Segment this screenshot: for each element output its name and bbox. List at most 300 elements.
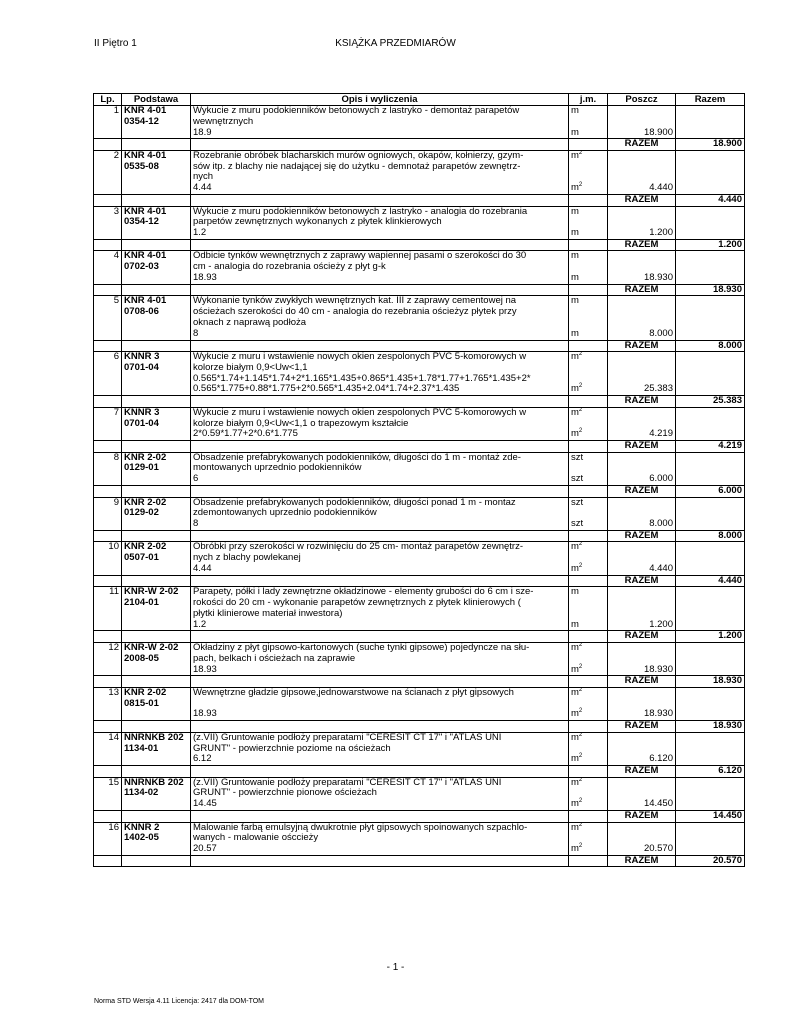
- poszcz-value: 18.930: [643, 708, 673, 720]
- item-lp: 14: [94, 732, 122, 765]
- razem-blank: [191, 139, 569, 151]
- spacer: [571, 162, 605, 173]
- item-razem-empty: [676, 251, 745, 284]
- razem-label: RAZEM: [608, 766, 676, 778]
- license-note: Norma STD Wersja 4.11 Licencja: 2417 dla DOM-TOM: [94, 998, 265, 1005]
- razem-blank: [191, 486, 569, 498]
- razem-blank: [94, 530, 122, 542]
- calculation-line: 6.12: [193, 753, 212, 765]
- podstawa-line: 0815-01: [124, 697, 159, 709]
- description-line: Obróbki przy szerokości w rozwinięciu do 25 cm- montaż parapetów zewnętrz-: [193, 541, 523, 553]
- item-podstawa: [122, 642, 191, 675]
- razem-blank: [191, 855, 569, 867]
- superscript: 2: [578, 798, 583, 805]
- calculation-line: 0.565*1.74+1.145*1.74+2*1.165*1.435+0.865*1.435+1.78*1.77+1.765*1.435+2*: [193, 372, 531, 384]
- razem-blank: [191, 631, 569, 643]
- item-lp: 2: [94, 150, 122, 194]
- razem-blank: [122, 340, 191, 352]
- razem-blank: [569, 284, 608, 296]
- calc-unit-line: szt: [571, 518, 584, 530]
- description-line: oknach z naprawą podłoża: [193, 316, 307, 328]
- podstawa-line: 0702-03: [124, 261, 159, 273]
- unit-line: szt: [571, 497, 584, 508]
- spacer: [610, 643, 673, 654]
- document-title: KSIĄŻKA PRZEDMIARÓW: [335, 38, 456, 49]
- razem-label: RAZEM: [608, 239, 676, 251]
- podstawa-line: 0535-08: [124, 160, 159, 172]
- spacer: [610, 207, 673, 218]
- item-razem-empty: [676, 352, 745, 396]
- razem-value: 4.219: [676, 441, 745, 453]
- razem-value: 18.930: [676, 676, 745, 688]
- razem-value: 18.930: [676, 284, 745, 296]
- razem-value: 8.000: [676, 340, 745, 352]
- item-poszcz: [608, 296, 676, 340]
- razem-value: 18.930: [676, 721, 745, 733]
- razem-label: RAZEM: [608, 676, 676, 688]
- razem-blank: [94, 855, 122, 867]
- calculation-line: 1.2: [193, 227, 207, 239]
- table-row: [94, 206, 745, 239]
- spacer: [610, 307, 673, 318]
- item-razem-empty: [676, 587, 745, 631]
- unit-line: $m^2$: [571, 407, 583, 418]
- podstawa-line: KNR 4-01: [124, 295, 167, 307]
- poszcz-value: 14.450: [643, 798, 673, 810]
- description-line: pach, belkach i ościeżach na zaprawie: [193, 652, 356, 664]
- description-line: Malowanie farbą emulsyjną dwukrotnie płyt gipsowych spoinowanych szpachlo-: [193, 822, 528, 833]
- description-line: Wykucie z muru podokienników betonowych z lastryko - demontaż parapetów: [193, 105, 520, 116]
- item-razem-empty: [676, 206, 745, 239]
- calculation-line: 18.93: [193, 708, 217, 720]
- podstawa-line: 0708-06: [124, 306, 159, 318]
- razem-row: [94, 811, 745, 823]
- unit-line: $m^2$: [571, 687, 583, 698]
- item-razem-empty: [676, 777, 745, 810]
- unit-line: $m^2$: [571, 642, 583, 653]
- razem-value: 1.200: [676, 239, 745, 251]
- razem-row: [94, 284, 745, 296]
- spacer: [610, 363, 673, 374]
- description-line: (z.VII) Gruntowanie podłoży preparatami "CERESIT CT 17" i "ATLAS UNI: [193, 732, 502, 743]
- item-description: [191, 587, 569, 631]
- item-poszcz: [608, 407, 676, 440]
- item-poszcz: [608, 542, 676, 575]
- razem-blank: [94, 284, 122, 296]
- col-header-poszcz: Poszcz: [608, 94, 676, 106]
- podstawa-line: KNNR 2: [124, 822, 160, 833]
- calc-unit-line: m: [571, 618, 579, 630]
- item-unit: [569, 106, 608, 139]
- razem-row: [94, 575, 745, 587]
- item-unit: [569, 407, 608, 440]
- razem-row: [94, 340, 745, 352]
- razem-blank: [191, 195, 569, 207]
- spacer: [610, 117, 673, 128]
- item-description: [191, 822, 569, 855]
- item-razem-empty: [676, 452, 745, 485]
- poszcz-value: 1.200: [649, 227, 673, 239]
- item-unit: [569, 206, 608, 239]
- razem-label: RAZEM: [608, 811, 676, 823]
- calculation-line: 1.2: [193, 618, 207, 630]
- podstawa-line: KNR 2-02: [124, 497, 167, 508]
- item-podstawa: [122, 206, 191, 239]
- podstawa-line: 0354-12: [124, 216, 159, 228]
- calculation-line: 8: [193, 518, 199, 530]
- podstawa-line: 0701-04: [124, 361, 159, 373]
- item-lp: 15: [94, 777, 122, 810]
- razem-value: 4.440: [676, 575, 745, 587]
- razem-blank: [122, 855, 191, 867]
- razem-blank: [191, 811, 569, 823]
- superscript: 2: [578, 351, 583, 358]
- item-description: [191, 407, 569, 440]
- calculation-line: 0.565*1.775+0.88*1.775+2*0.565*1.435+2.04*1.74+2.37*1.435: [193, 383, 460, 395]
- razem-label: RAZEM: [608, 396, 676, 408]
- table-row: [94, 352, 745, 396]
- table-row: [94, 407, 745, 440]
- col-header-jm: j.m.: [569, 94, 608, 106]
- calculation-line: 20.57: [193, 843, 217, 855]
- razem-blank: [191, 575, 569, 587]
- item-unit: [569, 150, 608, 194]
- item-poszcz: [608, 777, 676, 810]
- podstawa-line: NNRNKB 202: [124, 777, 184, 788]
- description-line: wewnętrznych: [193, 115, 254, 127]
- razem-blank: [122, 441, 191, 453]
- razem-row: [94, 855, 745, 867]
- description-line: wanych - malowanie ośccieży: [193, 832, 319, 844]
- header-left: II Piętro 1: [94, 38, 137, 49]
- razem-blank: [569, 239, 608, 251]
- table-row: [94, 642, 745, 675]
- spacer: [610, 453, 673, 464]
- item-poszcz: [608, 642, 676, 675]
- poszcz-value: 4.440: [649, 563, 673, 574]
- podstawa-line: 2104-01: [124, 597, 159, 609]
- item-podstawa: [122, 687, 191, 720]
- description-line: Okładziny z płyt gipsowo-kartonowych (suche tynki gipsowe) pojedyncze na słu-: [193, 642, 530, 653]
- calc-unit-line: szt: [571, 473, 584, 485]
- item-lp: 10: [94, 542, 122, 575]
- razem-blank: [94, 340, 122, 352]
- spacer: [610, 587, 673, 598]
- razem-row: [94, 721, 745, 733]
- razem-value: 18.900: [676, 139, 745, 151]
- table-row: [94, 452, 745, 485]
- razem-blank: [94, 441, 122, 453]
- razem-blank: [94, 139, 122, 151]
- razem-row: [94, 676, 745, 688]
- podstawa-line: KNR 2-02: [124, 687, 167, 698]
- superscript: 2: [578, 383, 583, 390]
- superscript: 2: [578, 708, 583, 715]
- description-line: GRUNT" - powierzchnie pionowe ościeżach: [193, 787, 377, 799]
- razem-row: [94, 631, 745, 643]
- podstawa-line: 0507-01: [124, 552, 159, 564]
- podstawa-line: 0701-04: [124, 417, 159, 429]
- item-unit: [569, 687, 608, 720]
- item-unit: [569, 452, 608, 485]
- podstawa-line: KNR 4-01: [124, 105, 167, 116]
- razem-blank: [122, 139, 191, 151]
- description-line: Rozebranie obróbek blacharskich murów ogniowych, okapów, kołnierzy, gzym-: [193, 150, 524, 161]
- calc-unit-line: $m^2$: [571, 708, 583, 720]
- item-podstawa: [122, 822, 191, 855]
- item-poszcz: [608, 106, 676, 139]
- table-row: [94, 542, 745, 575]
- calc-unit-line: $m^2$: [571, 563, 583, 574]
- table-row: [94, 251, 745, 284]
- razem-label: RAZEM: [608, 530, 676, 542]
- podstawa-line: 0129-01: [124, 462, 159, 474]
- item-lp: 3: [94, 206, 122, 239]
- table-row: [94, 732, 745, 765]
- podstawa-line: KNR-W 2-02: [124, 642, 179, 653]
- razem-value: 20.570: [676, 855, 745, 867]
- unit-line: szt: [571, 452, 584, 463]
- item-unit: [569, 822, 608, 855]
- item-poszcz: [608, 497, 676, 530]
- razem-blank: [122, 631, 191, 643]
- razem-label: RAZEM: [608, 721, 676, 733]
- item-lp: 4: [94, 251, 122, 284]
- razem-blank: [94, 631, 122, 643]
- item-podstawa: [122, 150, 191, 194]
- superscript: 2: [578, 541, 583, 548]
- poszcz-value: 4.440: [649, 182, 673, 194]
- item-podstawa: [122, 497, 191, 530]
- razem-blank: [569, 766, 608, 778]
- spacer: [610, 823, 673, 834]
- item-unit: [569, 296, 608, 340]
- item-lp: 5: [94, 296, 122, 340]
- razem-blank: [122, 284, 191, 296]
- item-podstawa: [122, 407, 191, 440]
- description-line: nych: [193, 171, 214, 183]
- superscript: 2: [578, 822, 583, 828]
- table-body: [94, 106, 745, 867]
- unit-line: m: [571, 250, 579, 262]
- przedmiar-table: [93, 93, 745, 867]
- item-lp: 16: [94, 822, 122, 855]
- razem-label: RAZEM: [608, 855, 676, 867]
- item-razem-empty: [676, 150, 745, 194]
- calc-unit-line: m: [571, 126, 579, 138]
- item-lp: 1: [94, 106, 122, 139]
- item-poszcz: [608, 687, 676, 720]
- razem-blank: [191, 340, 569, 352]
- table-row: [94, 150, 745, 194]
- description-line: nych z blachy powlekanej: [193, 552, 301, 564]
- col-header-podstawa: Podstawa: [122, 94, 191, 106]
- item-poszcz: [608, 452, 676, 485]
- item-razem-empty: [676, 542, 745, 575]
- item-poszcz: [608, 732, 676, 765]
- unit-line: $m^2$: [571, 150, 583, 161]
- calc-unit-line: m: [571, 327, 579, 339]
- podstawa-line: KNNR 3: [124, 407, 160, 418]
- razem-blank: [569, 631, 608, 643]
- razem-blank: [94, 811, 122, 823]
- unit-line: $m^2$: [571, 732, 583, 743]
- razem-label: RAZEM: [608, 340, 676, 352]
- description-line: Odbicie tynków wewnętrznych z zaprawy wapiennej pasami o szerokości do 30: [193, 250, 527, 262]
- calculation-line: 6: [193, 473, 199, 485]
- item-podstawa: [122, 452, 191, 485]
- superscript: 2: [578, 428, 583, 435]
- podstawa-line: 0129-02: [124, 507, 159, 519]
- description-line: (z.VII) Gruntowanie podłoży preparatami "CERESIT CT 17" i "ATLAS UNI: [193, 777, 502, 788]
- razem-blank: [94, 396, 122, 408]
- razem-blank: [191, 396, 569, 408]
- calculation-line: 18.93: [193, 663, 217, 675]
- razem-blank: [122, 811, 191, 823]
- calc-unit-line: $m^2$: [571, 798, 583, 810]
- item-razem-empty: [676, 732, 745, 765]
- description-line: rokości do 20 cm - wykonanie parapetów zewnętrznych z płytek klinierowych (: [193, 597, 521, 609]
- description-line: montowanych uprzednio podokienników: [193, 462, 362, 474]
- razem-blank: [94, 195, 122, 207]
- razem-blank: [122, 676, 191, 688]
- podstawa-line: 1402-05: [124, 832, 159, 844]
- item-razem-empty: [676, 296, 745, 340]
- description-line: Obsadzenie prefabrykowanych podokienników, długości ponad 1 m - montaz: [193, 497, 516, 508]
- item-razem-empty: [676, 106, 745, 139]
- superscript: 2: [578, 563, 583, 569]
- superscript: 2: [578, 150, 583, 156]
- spacer: [610, 654, 673, 665]
- superscript: 2: [578, 182, 583, 189]
- razem-value: 6.120: [676, 766, 745, 778]
- item-lp: 6: [94, 352, 122, 396]
- superscript: 2: [578, 663, 583, 670]
- razem-blank: [569, 676, 608, 688]
- razem-blank: [191, 721, 569, 733]
- item-podstawa: [122, 732, 191, 765]
- item-razem-empty: [676, 642, 745, 675]
- item-description: [191, 106, 569, 139]
- podstawa-line: KNR 4-01: [124, 150, 167, 161]
- razem-blank: [569, 340, 608, 352]
- table-row: [94, 296, 745, 340]
- razem-blank: [122, 575, 191, 587]
- podstawa-line: 0354-12: [124, 115, 159, 127]
- item-podstawa: [122, 352, 191, 396]
- podstawa-line: 1134-01: [124, 742, 159, 754]
- item-unit: [569, 642, 608, 675]
- description-line: [193, 699, 566, 710]
- calc-unit-line: $m^2$: [571, 843, 583, 855]
- poszcz-value: 8.000: [649, 327, 673, 339]
- calculation-line: 4.44: [193, 563, 212, 574]
- item-description: [191, 497, 569, 530]
- unit-line: $m^2$: [571, 541, 583, 553]
- description-line: Obsadzenie prefabrykowanych podokienników, długości do 1 m - montaż zde-: [193, 452, 521, 463]
- podstawa-line: KNR 2-02: [124, 452, 167, 463]
- item-poszcz: [608, 587, 676, 631]
- calc-unit-line: $m^2$: [571, 383, 583, 395]
- table-header-row: [94, 94, 745, 106]
- item-poszcz: [608, 150, 676, 194]
- spacer: [610, 162, 673, 173]
- table-row: [94, 822, 745, 855]
- table-row: [94, 497, 745, 530]
- razem-blank: [191, 441, 569, 453]
- calculation-line: 18.9: [193, 126, 212, 138]
- item-unit: [569, 352, 608, 396]
- spacer: [610, 542, 673, 553]
- podstawa-line: 2008-05: [124, 652, 159, 664]
- poszcz-value: 25.383: [643, 383, 673, 395]
- description-line: Wykonanie tynków zwykłych wewnętrznych kat. III z zaprawy cementowej na: [193, 295, 517, 307]
- calc-unit-line: $m^2$: [571, 753, 583, 765]
- description-line: GRUNT" - powierzchnie poziome na ościeżach: [193, 742, 391, 754]
- item-podstawa: [122, 296, 191, 340]
- item-lp: 11: [94, 587, 122, 631]
- razem-blank: [191, 530, 569, 542]
- unit-line: m: [571, 295, 579, 307]
- podstawa-line: KNR 4-01: [124, 250, 167, 262]
- item-description: [191, 542, 569, 575]
- description-line: ościeżach szerokości do 40 cm - analogia do rezebrania ościeżyz płytek przy: [193, 306, 517, 318]
- calc-unit-line: $m^2$: [571, 182, 583, 194]
- spacer: [610, 408, 673, 419]
- podstawa-line: KNR 2-02: [124, 541, 167, 553]
- razem-row: [94, 195, 745, 207]
- calc-unit-line: m: [571, 227, 579, 239]
- poszcz-value: 4.219: [649, 428, 673, 440]
- unit-line: $m^2$: [571, 822, 583, 833]
- spacer: [610, 598, 673, 609]
- item-description: [191, 687, 569, 720]
- item-description: [191, 642, 569, 675]
- description-line: Wykucie z muru i wstawienie nowych okien zespolonych PVC 5-komorowych w: [193, 407, 527, 418]
- superscript: 2: [578, 407, 583, 413]
- item-description: [191, 150, 569, 194]
- podstawa-line: 1134-02: [124, 787, 159, 799]
- razem-blank: [94, 676, 122, 688]
- razem-blank: [94, 575, 122, 587]
- item-unit: [569, 542, 608, 575]
- superscript: 2: [578, 753, 583, 760]
- calculation-line: 2*0.59*1.77+2*0.6*1.775: [193, 428, 298, 440]
- calculation-line: 14.45: [193, 798, 217, 810]
- spacer: [610, 688, 673, 699]
- razem-row: [94, 486, 745, 498]
- table-row: [94, 587, 745, 631]
- spacer: [571, 363, 605, 374]
- podstawa-line: NNRNKB 202: [124, 732, 184, 743]
- razem-blank: [122, 239, 191, 251]
- item-unit: [569, 251, 608, 284]
- item-description: [191, 452, 569, 485]
- table-row: [94, 777, 745, 810]
- item-razem-empty: [676, 407, 745, 440]
- podstawa-line: KNNR 3: [124, 351, 160, 363]
- spacer: [610, 106, 673, 117]
- table-row: [94, 106, 745, 139]
- razem-label: RAZEM: [608, 575, 676, 587]
- razem-value: 8.000: [676, 530, 745, 542]
- item-unit: [569, 777, 608, 810]
- superscript: 2: [578, 687, 583, 693]
- unit-line: m: [571, 206, 579, 217]
- superscript: 2: [578, 843, 583, 850]
- description-line: parpetów zewnętrznych wykonanych z płytek klinkierowych: [193, 216, 442, 228]
- podstawa-line: KNR-W 2-02: [124, 586, 179, 598]
